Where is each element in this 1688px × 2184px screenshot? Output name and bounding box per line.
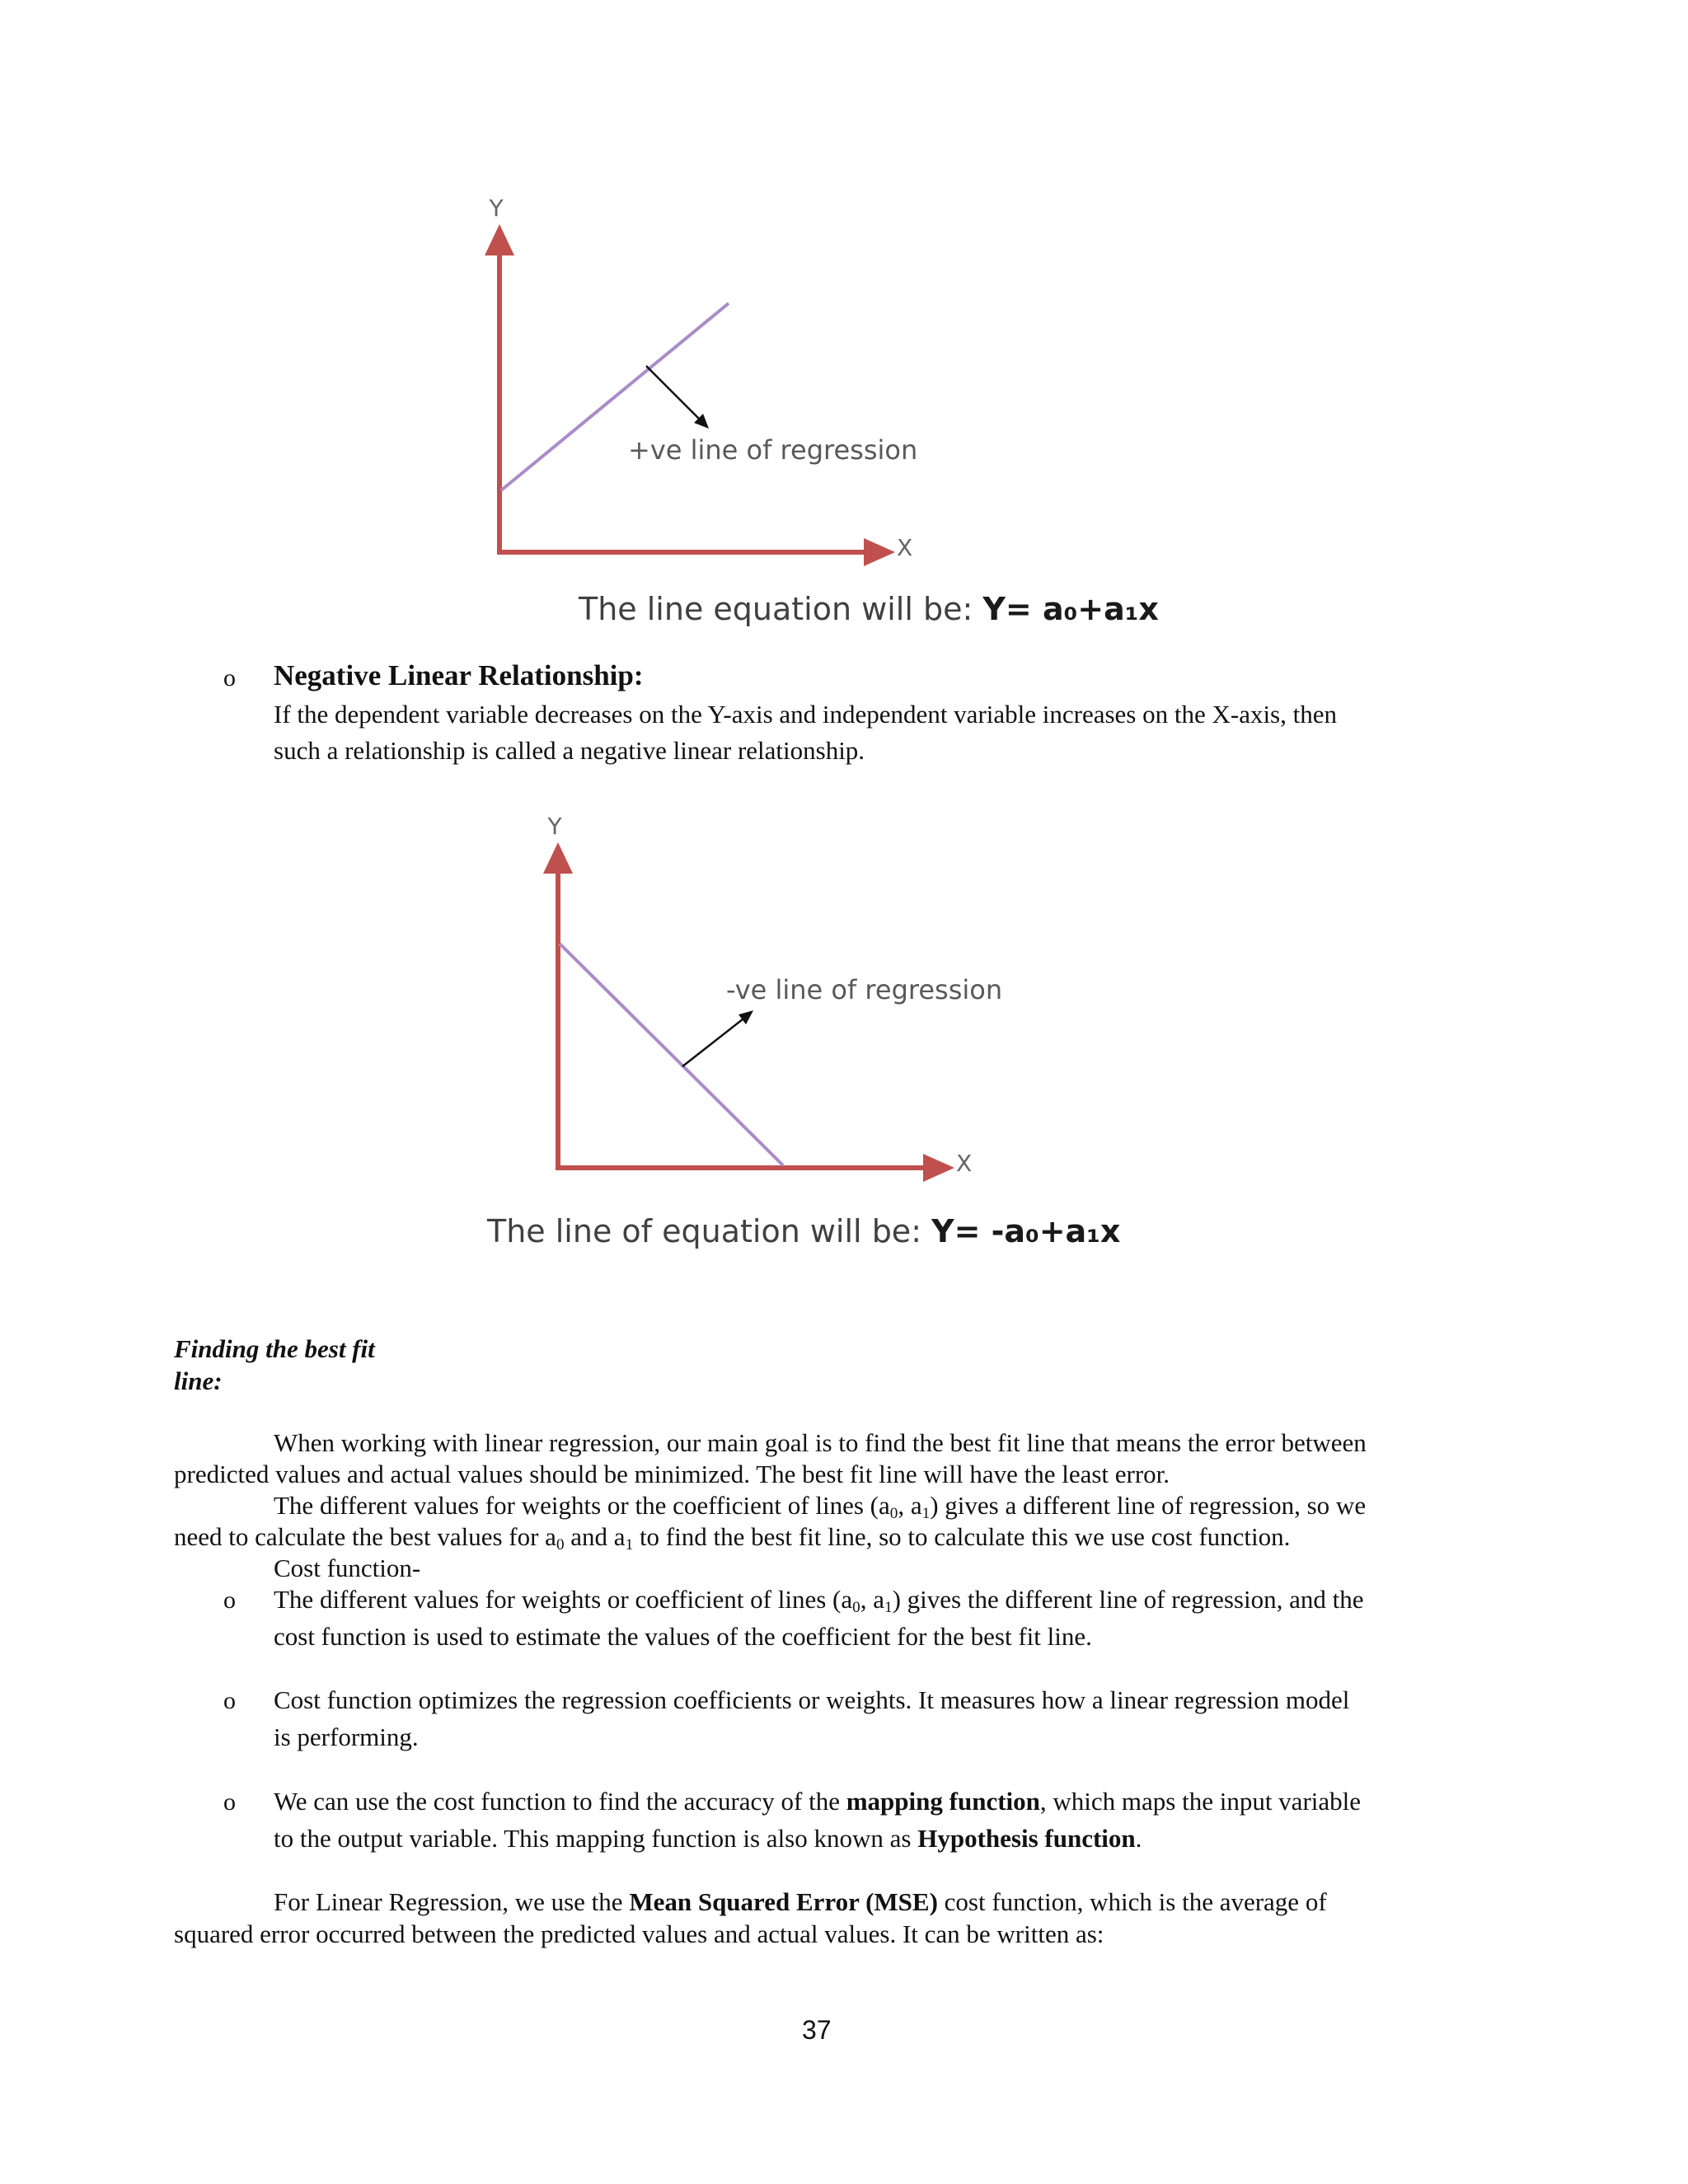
bold-term: Hypothesis function	[917, 1824, 1136, 1853]
negative-text-line1: If the dependent variable decreases on the Y-axis and independent variable increases on the X-axis, then	[274, 700, 1337, 729]
page-number: 37	[802, 2015, 832, 2045]
bullet-marker: o	[223, 1687, 236, 1714]
text-run: cost function, which is the average of	[937, 1887, 1327, 1916]
positive-regression-figure	[0, 0, 1688, 659]
bullet-marker: o	[223, 1788, 236, 1816]
x-axis-arrowhead	[864, 538, 895, 566]
subscript: 1	[884, 1598, 893, 1616]
positive-equation	[578, 591, 1159, 627]
bullet3-line2	[274, 1822, 1142, 1854]
bullet-marker: o	[223, 1586, 236, 1614]
bullet1-line2: cost function is used to estimate the values of the coefficient for the best fit line.	[274, 1622, 1092, 1651]
text-run: The different values for weights or coefficient of lines (a	[274, 1585, 853, 1614]
y-axis-arrowhead	[543, 842, 573, 874]
best-fit-heading-line2: line:	[174, 1366, 223, 1395]
pointer-arrow	[646, 366, 701, 420]
paragraph1-line2: predicted values and actual values should be minimized. The best fit line will have the least error.	[174, 1460, 1170, 1488]
subscript: 1	[625, 1535, 634, 1554]
bullet1-line1	[274, 1583, 1364, 1615]
text-run: ) gives a different line of regression, so we	[930, 1491, 1367, 1520]
negative-equation	[486, 1213, 1120, 1249]
text-run: We can use the cost function to find the accuracy of the	[274, 1787, 846, 1816]
bullet2-line1: Cost function optimizes the regression coefficients or weights. It measures how a linear regression model	[274, 1685, 1350, 1714]
text-run: .	[1135, 1824, 1142, 1853]
best-fit-heading-line1: Finding the best fit	[174, 1334, 375, 1363]
x-axis-label: X	[956, 1150, 973, 1177]
text-run: to find the best fit line, so to calculate this we use cost function.	[633, 1522, 1291, 1551]
bold-term: Mean Squared Error (MSE)	[629, 1887, 938, 1916]
pointer-arrow	[682, 1019, 743, 1066]
equation-formula: Y= -a₀+a₁x	[931, 1213, 1121, 1249]
text-run: For Linear Regression, we use the	[274, 1887, 630, 1916]
x-axis-arrowhead	[923, 1154, 954, 1182]
pointer-arrowhead	[738, 1010, 753, 1024]
equation-prefix: The line equation will be:	[579, 591, 983, 627]
text-run: ) gives the different line of regression, and the	[892, 1585, 1364, 1614]
positive-line-label: +ve line of regression	[628, 434, 918, 466]
negative-regression-figure	[0, 791, 1688, 1269]
mse-line2: squared error occurred between the predicted values and actual values. It can be written as:	[174, 1919, 1104, 1948]
negative-text-line2: such a relationship is called a negative linear relationship.	[274, 736, 865, 765]
cost-function-label: Cost function-	[274, 1554, 421, 1582]
paragraph2-line2	[174, 1521, 1290, 1553]
text-run: , a	[860, 1585, 884, 1614]
bold-term: mapping function	[846, 1787, 1040, 1816]
subscript: 0	[852, 1598, 860, 1616]
text-run: and a	[564, 1522, 626, 1551]
negative-line-label: -ve line of regression	[726, 974, 1003, 1005]
equation-prefix: The line of equation will be:	[487, 1213, 932, 1249]
subscript: 1	[921, 1504, 931, 1522]
bullet2-line2: is performing.	[274, 1722, 419, 1751]
text-run: The different values for weights or the coefficient of lines (a	[274, 1491, 890, 1520]
negative-heading: Negative Linear Relationship:	[274, 659, 644, 691]
text-run: need to calculate the best values for a	[174, 1522, 556, 1551]
subscript: 0	[889, 1504, 898, 1522]
text-run: , which maps the input variable	[1039, 1787, 1362, 1816]
y-axis-label: Y	[547, 813, 562, 840]
paragraph1-line1: When working with linear regression, our main goal is to find the best fit line that means the error between	[274, 1428, 1367, 1457]
y-axis-label: Y	[489, 194, 504, 222]
paragraph2-line1	[274, 1489, 1366, 1521]
text-run: to the output variable. This mapping function is also known as	[274, 1824, 918, 1853]
bullet-marker: o	[223, 664, 236, 691]
mse-line1	[274, 1886, 1327, 1918]
text-run: , a	[898, 1491, 922, 1520]
y-axis-arrowhead	[485, 224, 514, 255]
equation-formula: Y= a₀+a₁x	[982, 591, 1159, 627]
x-axis-label: X	[897, 534, 913, 561]
bullet3-line1	[274, 1785, 1361, 1817]
subscript: 0	[556, 1535, 565, 1554]
